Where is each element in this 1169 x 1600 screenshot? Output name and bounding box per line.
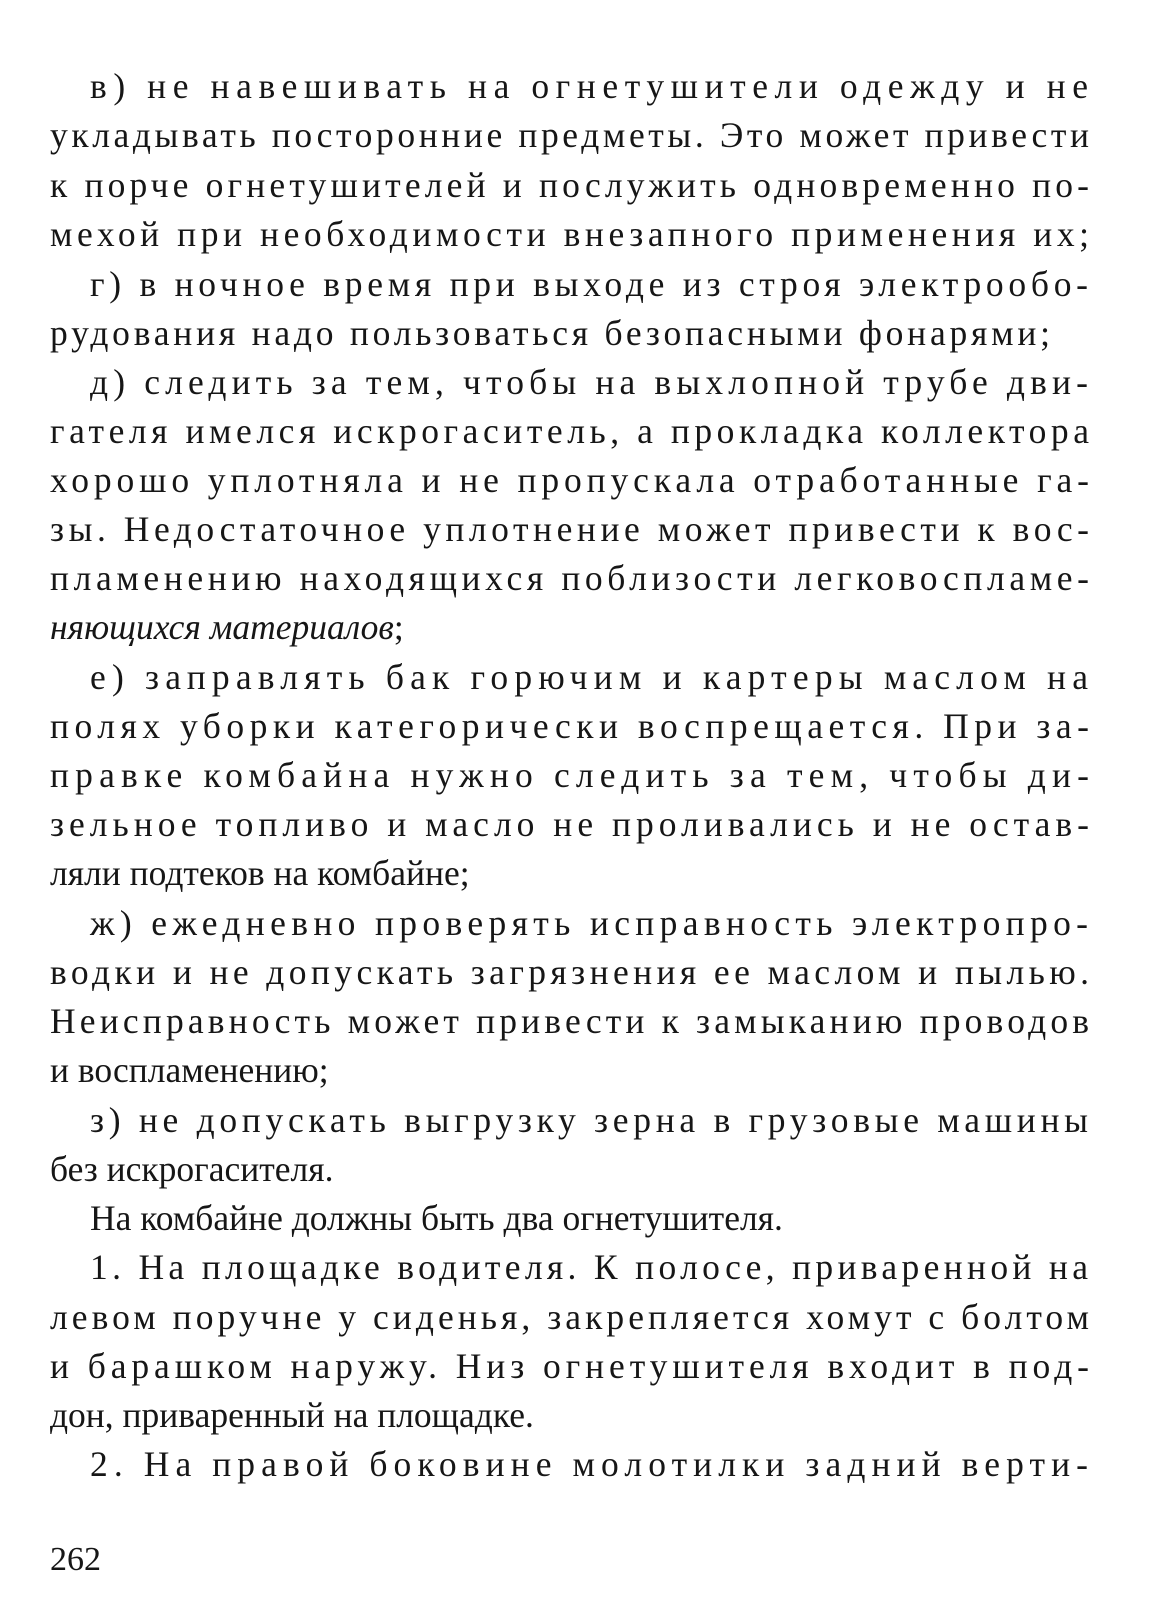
text-line: е) заправлять бак горючим и картеры маслом на [90,657,1088,697]
text-line: правке комбайна нужно следить за тем, чтобы ди- [50,755,1089,795]
text-line: водки и не допускать загрязнения ее маслом и пылью. [50,952,1089,992]
text-line: пламенению находящихся поблизости легковоспламе- [50,558,1089,598]
text-line: и воспламенению; [50,1050,329,1090]
italic-phrase: няющихся материалов [50,607,394,647]
text-line: з) не допускать выгрузку зерна в грузовые машины [90,1100,1088,1140]
text-line: хорошо уплотняла и не пропускала отработанные га- [50,460,1089,500]
text-line: мехой при необходимости внезапного применения их; [50,214,1089,254]
text-line: зельное топливо и масло не проливались и не остав- [50,804,1090,844]
text-line: к порче огнетушителей и послужить одновременно по- [50,165,1089,205]
text-line-with-italic [50,607,404,647]
text-line: в) не навешивать на огнетушители одежду и не [90,66,1089,106]
text-line: дон, приваренный на площадке. [50,1395,534,1435]
italic-line-punctuation: ; [393,607,404,647]
text-line: г) в ночное время при выходе из строя электрообо- [90,264,1088,304]
text-line: ж) ежедневно проверять исправность электропро- [90,903,1088,943]
text-line: полях уборки категорически воспрещается. При за- [50,706,1089,746]
text-line: 1. На площадке водителя. К полосе, приваренной на [90,1247,1088,1287]
text-line: левом поручне у сиденья, закрепляется хомут с болтом [50,1297,1089,1337]
text-line: 2. На правой боковине молотилки задний верти- [90,1444,1088,1484]
text-line: Неисправность может привести к замыканию проводов [50,1001,1089,1041]
page-number: 262 [50,1541,101,1578]
text-line: без искрогасителя. [50,1149,334,1189]
text-line: д) следить за тем, чтобы на выхлопной трубе дви- [90,362,1088,402]
text-line: На комбайне должны быть два огнетушителя. [90,1198,783,1238]
text-line: укладывать посторонние предметы. Это может привести [50,115,1089,155]
text-line: и барашком наружу. Низ огнетушителя входит в под- [50,1346,1089,1386]
text-line: гателя имелся искрогаситель, а прокладка коллектора [50,411,1090,451]
text-line: зы. Недостаточное уплотнение может привести к вос- [50,509,1089,549]
text-line: рудования надо пользоваться безопасными фонарями; [50,313,1050,353]
text-line: ляли подтеков на комбайне; [50,853,470,893]
